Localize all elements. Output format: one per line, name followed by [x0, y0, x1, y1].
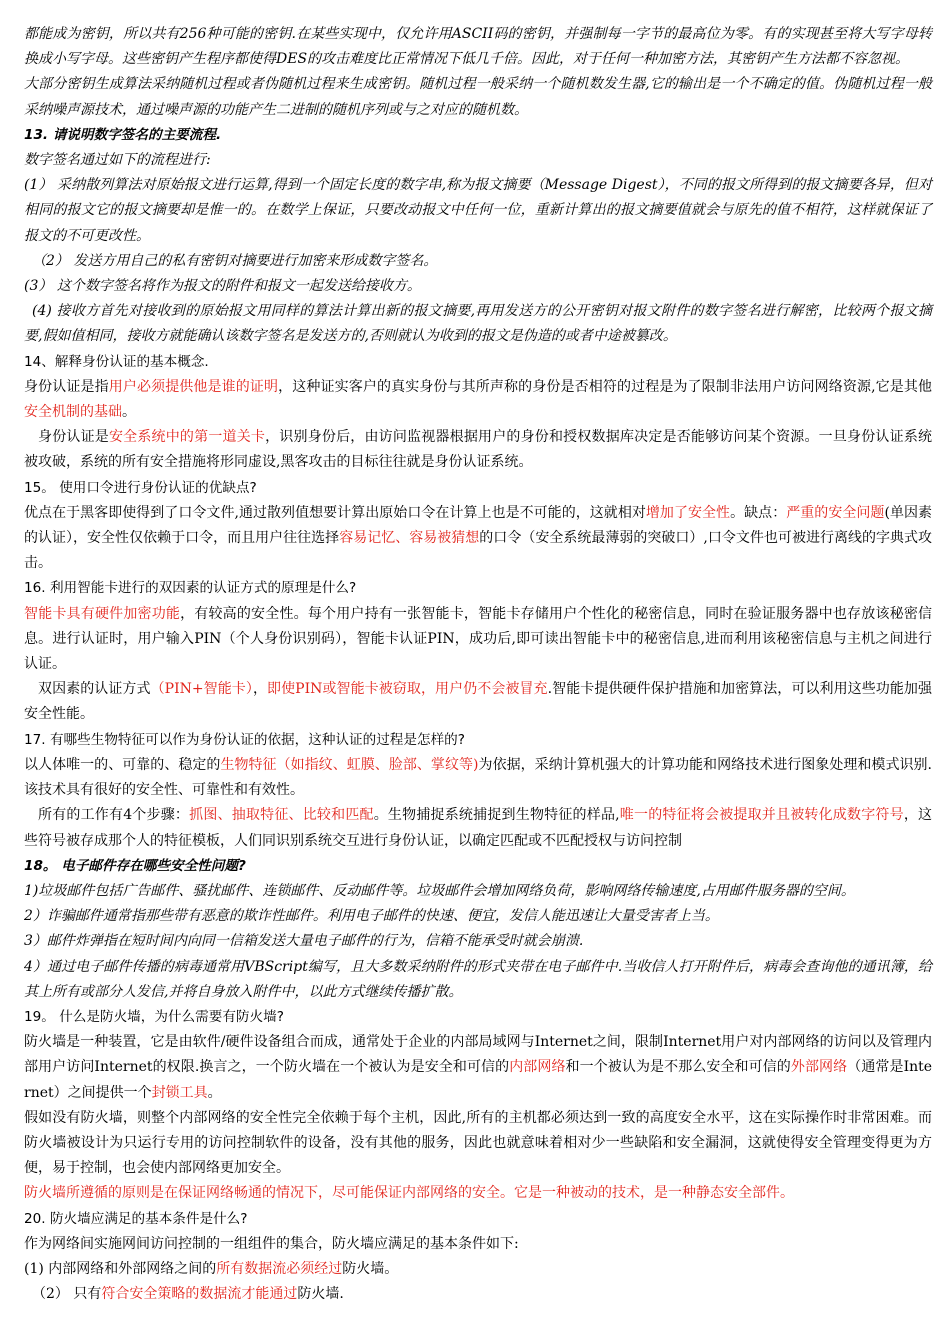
paragraph-10 — [24, 425, 932, 475]
paragraph-25 — [24, 1030, 932, 1106]
text-run: ，有较高的安全性。每个用户持有一张智能卡，智能卡存储用户个性化的秘密信息，同时在验证服务器中也存放该秘密信息。进行认证时，用户输入PIN（个人身份识别码），智能卡认证PIN，成功后,即可读出智能卡中的秘密信息,进而利用该秘密信息与主机之间进行认证。 — [24, 605, 933, 673]
text-run: ， — [252, 681, 268, 698]
text-run: 防火墙. — [297, 1286, 344, 1303]
paragraph-22 — [24, 929, 932, 954]
text-run: 防火墙。 — [342, 1260, 399, 1277]
paragraph-1 — [24, 72, 932, 122]
text-run: 身份认证是指 — [24, 378, 109, 395]
highlighted-text: 唯一的特征将会被提取并且被转化成数字符号 — [619, 807, 904, 824]
text-run: 19。 什么是防火墙，为什么需要有防火墙? — [24, 1008, 284, 1025]
text-run: 16. 利用智能卡进行的双因素的认证方式的原理是什么? — [24, 580, 357, 597]
highlighted-text: 抓图、抽取特征、比较和匹配 — [189, 807, 374, 824]
text-run: 以人体唯一的、可靠的、稳定的 — [24, 756, 221, 773]
text-run: .智能卡提供硬件保护措施和加密算法，可以利用这些功能加强安全性能。 — [24, 681, 933, 723]
text-run: 14、解释身份认证的基本概念. — [24, 353, 209, 370]
text-run: 的口令（安全系统最薄弱的突破口）,口令文件也可被进行离线的字典式攻击。 — [24, 530, 933, 572]
text-run: 13. 请说明数字签名的主要流程. — [24, 126, 222, 143]
paragraph-12 — [24, 501, 932, 577]
text-run: （通常是Internet）之间提供一个 — [24, 1059, 933, 1101]
text-run: 为依据，采纳计算机强大的计算功能和网络技术进行图象处理和模式识别.该技术具有很好的安全性、可靠性和有效性。 — [24, 756, 933, 799]
text-run: 。 — [122, 404, 136, 421]
text-run: 优点在于黑客即使得到了口令文件,通过散列值想要计算出原始口令在计算上也是不可能的，这就相对 — [24, 504, 646, 521]
highlighted-text: 封锁工具 — [151, 1084, 208, 1101]
text-run: (1） 采纳散列算法对原始报文进行运算,得到一个固定长度的数字串,称为报文摘要（Message Digest），不同的报文所得到的报文摘要各异，但对相同的报文它的报文摘要却是惟一的。在数学上保证，只要改动报文中任何一位，重新计算出的报文摘要值就会与原先的值不相符，这样就保证了报文的不可更改性。 — [24, 177, 932, 244]
text-run: 20. 防火墙应满足的基本条件是什么? — [24, 1210, 248, 1227]
text-run: 大部分密钥生成算法采纳随机过程或者伪随机过程来生成密钥。随机过程一般采纳一个随机数发生器,它的输出是一个不确定的值。伪随机过程一般采纳噪声源技术，通过噪声源的功能产生二进制的随机序列或与之对应的随机数。 — [24, 76, 932, 118]
text-run: 数字签名通过如下的流程进行: — [24, 152, 211, 169]
highlighted-text: 安全机制的基础 — [24, 404, 122, 421]
text-run: ，这些符号被存成那个人的特征模板，人们同识别系统交互进行身份认证，以确定匹配或不匹配授权与访问控制 — [24, 807, 933, 849]
highlighted-text: 生物特征（如指纹、虹膜、脸部、掌纹等) — [220, 756, 479, 773]
paragraph-3 — [24, 148, 932, 173]
highlighted-text: 严重的安全问题 — [786, 504, 885, 521]
text-run: (单因素的认证），安全性仅依赖于口令，而且用户往往选择 — [24, 504, 933, 547]
text-run: 1)垃圾邮件包括广告邮件、骚扰邮件、连锁邮件、反动邮件等。垃圾邮件会增加网络负荷，影响网络传输速度,占用邮件服务器的空间。 — [24, 882, 855, 899]
paragraph-15 — [24, 677, 932, 727]
text-run: 双因素的认证方式 — [38, 681, 151, 698]
highlighted-text: 用户必须提供他是谁的证明 — [108, 378, 279, 395]
highlighted-text: 防火墙所遵循的原则是在保证网络畅通的情况下，尽可能保证内部网络的安全。它是一种被动的技术，是一种静态安全部件。 — [24, 1185, 794, 1202]
text-run: 假如没有防火墙，则整个内部网络的安全性完全依赖于每个主机，因此,所有的主机都必须达到一致的高度安全水平，这在实际操作时非常困难。而防火墙被设计为只运行专用的访问控制软件的设备，没有其他的服务，因此也就意味着相对少一些缺陷和安全漏洞，这就使得安全管理变得更为方便，易于控制，也会使内部网络更加安全。 — [24, 1109, 932, 1177]
paragraph-0 — [24, 22, 932, 72]
text-run: 17. 有哪些生物特征可以作为身份认证的依据，这种认证的过程是怎样的? — [24, 731, 465, 748]
highlighted-text: 外部网络 — [790, 1059, 848, 1076]
text-run: 2）诈骗邮件通常指那些带有恶意的欺诈性邮件。利用电子邮件的快速、便宜，发信人能迅速让大量受害者上当。 — [24, 908, 719, 925]
paragraph-14 — [24, 602, 932, 678]
text-run: 3）邮件炸弹指在短时间内向同一信箱发送大量电子邮件的行为，信箱不能承受时就会崩溃. — [24, 933, 584, 950]
highlighted-text: 内部网络 — [509, 1059, 566, 1076]
text-run: (4) 接收方首先对接收到的原始报文用同样的算法计算出新的报文摘要,再用发送方的公开密钥对报文附件的数字签名进行解密，比较两个报文摘要,假如值相同，接收方就能确认该数字签名是发送方的,否则就认为收到的报文是伪造的或者中途被篡改。 — [24, 303, 932, 345]
paragraph-6 — [24, 274, 932, 299]
text-run: （2） 发送方用自己的私有密钥对摘要进行加密来形成数字签名。 — [32, 252, 438, 269]
question-heading-2 — [24, 123, 932, 148]
text-run: 。 — [207, 1084, 222, 1101]
text-run: (1) 内部网络和外部网络之间的 — [24, 1260, 217, 1277]
text-run: 作为网络间实施网间访问控制的一组组件的集合，防火墙应满足的基本条件如下: — [24, 1235, 519, 1252]
highlighted-text: 安全系统中的第一道关卡 — [108, 429, 266, 446]
question-heading-28 — [24, 1207, 932, 1232]
text-run: 。生物捕捉系统捕捉到生物特征的样品, — [373, 807, 620, 824]
paragraph-26 — [24, 1106, 932, 1182]
text-run: (3） 这个数字签名将作为报文的附件和报文一起发送给接收方。 — [24, 278, 421, 295]
text-run: 15。 使用口令进行身份认证的优缺点? — [24, 479, 257, 496]
question-heading-16 — [24, 728, 932, 753]
highlighted-text: 增加了安全性 — [645, 504, 731, 521]
highlighted-text: 智能卡具有硬件加密功能 — [24, 605, 181, 622]
question-heading-8 — [24, 350, 932, 375]
paragraph-30 — [24, 1257, 932, 1282]
paragraph-23 — [24, 955, 932, 1005]
paragraph-31 — [24, 1282, 932, 1307]
paragraph-20 — [24, 879, 932, 904]
highlighted-text: 容易记忆、容易被猜想 — [339, 530, 480, 547]
question-heading-19 — [24, 854, 932, 879]
question-heading-13 — [24, 576, 932, 601]
text-run: 防火墙是一种装置，它是由软件/硬件设备组合而成，通常处于企业的内部局域网与Internet之间，限制Internet用户对内部网络的访问以及管理内部用户访问Internet的权限.换言之，一个防火墙在一个被认为是安全和可信的 — [24, 1034, 932, 1076]
text-run: 和一个被认为是不那么安全和可信的 — [565, 1059, 791, 1076]
text-run: 。缺点： — [730, 504, 787, 521]
text-run: （2） 只有 — [32, 1286, 102, 1303]
text-run: ，这种证实客户的真实身份与其所声称的身份是否相符的过程是为了限制非法用户访问网络资源,它是其他 — [278, 378, 933, 395]
text-run: 所有的工作有4个步骤： — [38, 807, 190, 824]
text-run: 都能成为密钥，所以共有256种可能的密钥.在某些实现中，仅允许用ASCII码的密钥，并强制每一字节的最高位为零。有的实现甚至将大写字母转换成小写字母。这些密钥产生程序都使得DES的攻击难度比正常情况下低几千倍。因此，对于任何一种加密方法，其密钥产生方法都不容忽视。 — [24, 26, 932, 68]
paragraph-29 — [24, 1232, 932, 1257]
question-heading-24 — [24, 1005, 932, 1030]
paragraph-5 — [24, 249, 932, 274]
highlighted-text: 即使PIN或智能卡被窃取，用户仍不会被冒充 — [267, 681, 548, 698]
paragraph-4 — [24, 173, 932, 249]
text-run: 18。 电子邮件存在哪些安全性问题? — [24, 857, 246, 874]
highlighted-text: （PIN+智能卡） — [150, 681, 253, 698]
highlighted-text: 所有数据流必须经过 — [216, 1260, 343, 1277]
text-run: ，识别身份后，由访问监视器根据用户的身份和授权数据库决定是否能够访问某个资源。一旦身份认证系统被攻破，系统的所有安全措施将形同虚设,黑客攻击的目标往往就是身份认证系统。 — [24, 429, 933, 471]
paragraph-18 — [24, 803, 932, 853]
highlighted-text: 符合安全策略的数据流才能通过 — [101, 1286, 298, 1303]
paragraph-9 — [24, 375, 932, 425]
paragraph-21 — [24, 904, 932, 929]
paragraph-7 — [24, 299, 932, 349]
text-run: 身份认证是 — [38, 429, 109, 446]
question-heading-11 — [24, 476, 932, 501]
text-run: 4）通过电子邮件传播的病毒通常用VBScript编写，且大多数采纳附件的形式夹带在电子邮件中.当收信人打开附件后，病毒会查询他的通讯簿，给其上所有或部分人发信,并将自身放入附件中，以此方式继续传播扩散。 — [24, 958, 932, 1000]
paragraph-17 — [24, 753, 932, 803]
paragraph-27 — [24, 1181, 932, 1206]
